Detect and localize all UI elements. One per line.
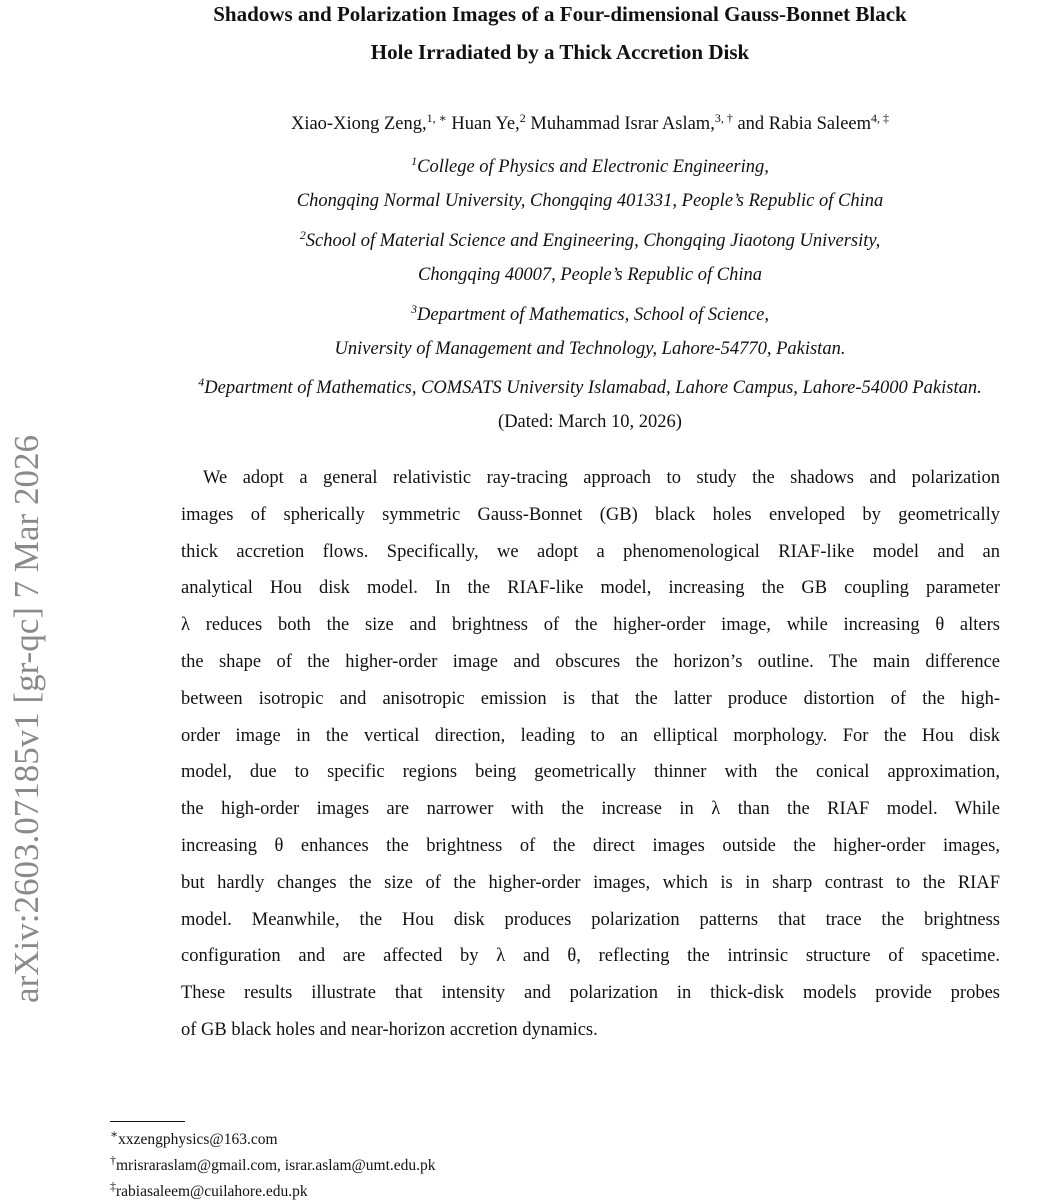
author-name: Xiao-Xiong Zeng, [290,114,427,135]
affiliation-mark: 4 [198,375,205,389]
affiliation-text: Chongqing Normal University, Chongqing 401331, People’s Republic of China [296,191,884,211]
affiliation-mark: 1 [411,154,418,168]
affiliation-text: College of Physics and Electronic Engineering, [417,157,769,178]
abstract-line: between isotropic and anisotropic emission is that the latter produce distortion of the high- [181,688,1000,709]
footnote-rule [110,1121,185,1122]
author-name: and Rabia Saleem [732,114,872,135]
abstract-line: the high-order images are narrower with the increase in λ than the RIAF model. While [181,799,1000,820]
author-mark: 2 [519,111,526,125]
affiliation-mark: 2 [299,228,306,242]
abstract-line: the shape of the higher-order image and obscures the horizon’s outline. The main difference [181,652,1000,672]
author-list [100,111,1062,135]
footnote-text: rabiasaleem@cuilahore.edu.pk [116,1183,308,1201]
affiliation-mark: 3 [411,302,418,316]
abstract-line: thick accretion flows. Specifically, we adopt a phenomenological RIAF-like model and an [181,541,1000,562]
abstract-line: but hardly changes the size of the higher-order images, which is in sharp contrast to the RIAF [181,872,1000,893]
affiliation [100,302,1062,326]
footnote-text: xxzengphysics@163.com [118,1131,278,1149]
author-mark: 3, † [714,111,733,125]
affiliation-text: Department of Mathematics, COMSATS University Islamabad, Lahore Campus, Lahore-54000 Pakistan. [204,378,982,399]
author-mark: 4, ‡ [871,111,890,125]
affiliation [100,265,1062,286]
abstract-line: analytical Hou disk model. In the RIAF-like model, increasing the GB coupling parameter [181,578,1000,599]
abstract-line: model. Meanwhile, the Hou disk produces polarization patterns that trace the brightness [181,909,1000,930]
abstract-line: increasing θ enhances the brightness of the direct images outside the higher-order images, [181,836,1000,856]
footnote-mark: ∗ [110,1127,119,1141]
footnote [110,1153,436,1175]
affiliation [118,375,1062,399]
abstract-line: images of spherically symmetric Gauss-Bonnet (GB) black holes enveloped by geometrically [181,504,1000,525]
abstract-line: of GB black holes and near-horizon accretion dynamics. [181,1020,598,1040]
abstract-line: configuration and are affected by λ and θ, reflecting the intrinsic structure of spacetime. [181,946,1000,967]
abstract-line: We adopt a general relativistic ray-tracing approach to study the shadows and polarization [203,468,1000,488]
abstract-line: λ reduces both the size and brightness of the higher-order image, while increasing θ alters [181,615,1000,636]
footnote-text: mrisraraslam@gmail.com, israr.aslam@umt.edu.pk [116,1157,436,1175]
affiliation [100,154,1062,178]
affiliation [100,191,1062,212]
paper-title-line-2: Hole Irradiated by a Thick Accretion Disk [370,40,750,64]
footnote-mark: † [110,1153,116,1167]
affiliation-text: Department of Mathematics, School of Science, [417,305,769,326]
abstract-line: model, due to specific regions being geometrically thinner with the conical approximation, [181,762,1000,783]
arxiv-stamp: arXiv:2603.07185v1 [gr-qc] 7 Mar 2026 [7,435,46,1003]
affiliation-text: University of Management and Technology, Lahore-54770, Pakistan. [334,339,846,359]
affiliation [100,228,1062,252]
author-name: Muhammad Israr Aslam, [525,114,715,135]
dated-line: (Dated: March 10, 2026) [498,412,682,432]
footnote [110,1179,308,1201]
author-name: Huan Ye, [446,114,520,135]
footnote-mark: ‡ [110,1179,116,1193]
affiliation-text: Chongqing 40007, People’s Republic of China [418,265,762,285]
abstract-line: order image in the vertical direction, leading to an elliptical morphology. For the Hou disk [181,725,1000,746]
affiliation-text: School of Material Science and Engineering, Chongqing Jiaotong University, [305,231,881,252]
footnote [110,1127,278,1149]
affiliation [100,339,1062,360]
abstract-line: These results illustrate that intensity and polarization in thick-disk models provide probes [181,983,1000,1004]
paper-title-line-1: Shadows and Polarization Images of a Four-dimensional Gauss-Bonnet Black [213,2,907,26]
author-mark: 1, ∗ [426,111,447,125]
